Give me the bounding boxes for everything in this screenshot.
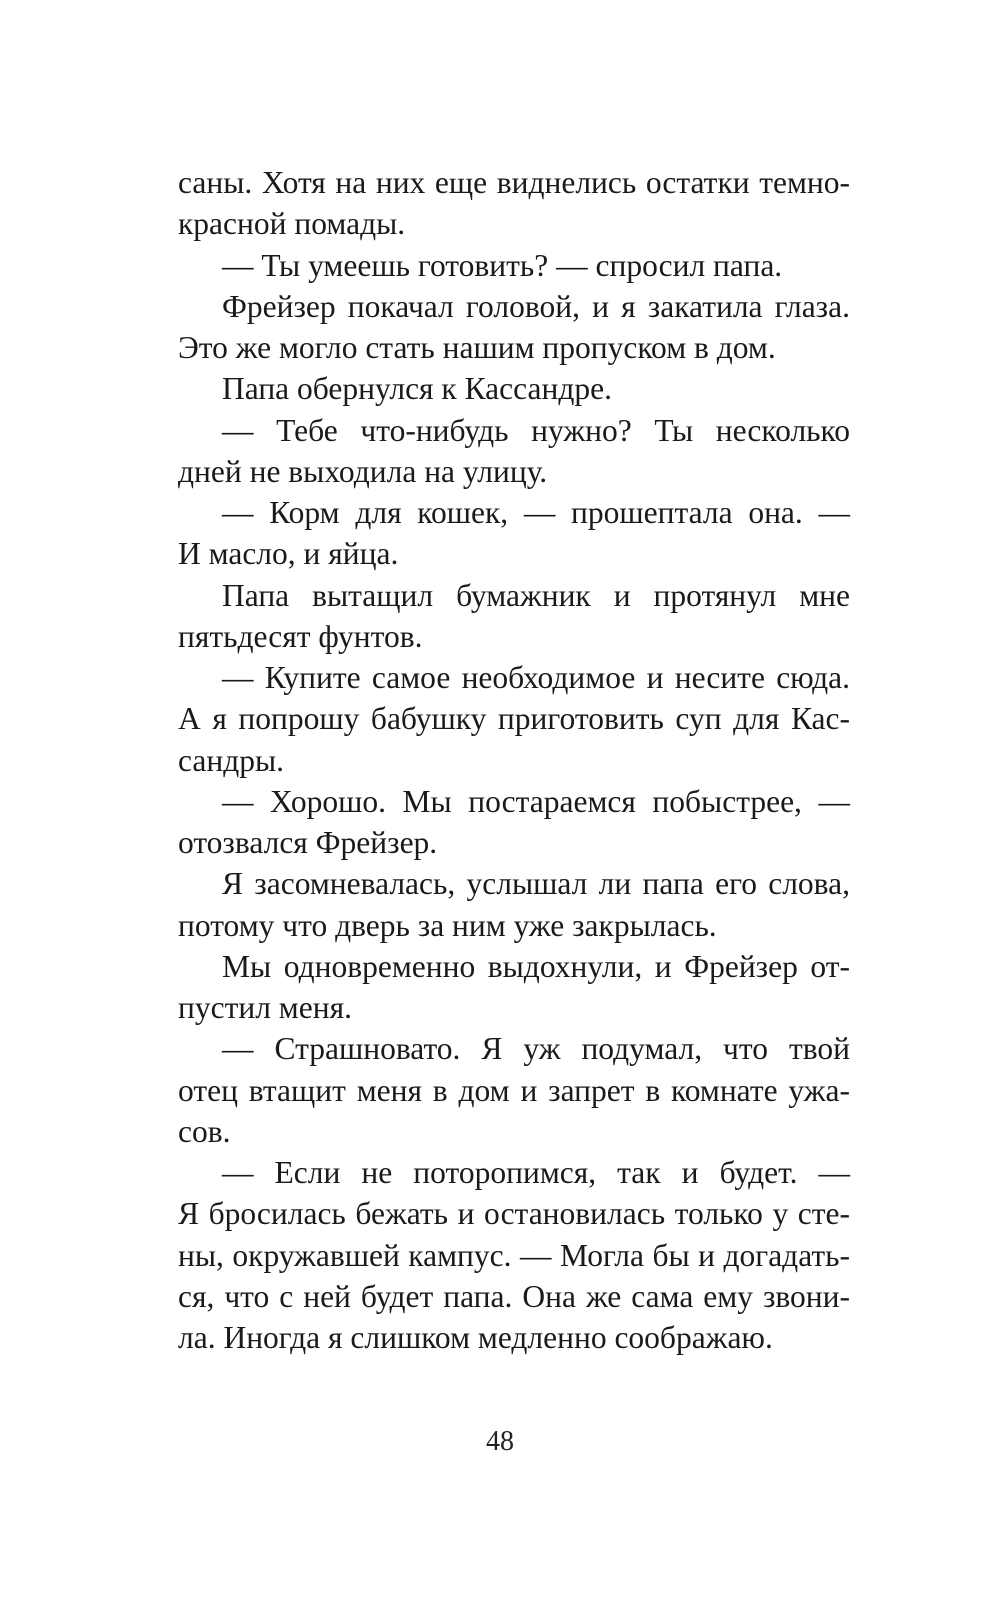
text-line: красной помады.: [178, 206, 406, 242]
text-line: сандры.: [178, 742, 285, 778]
text-line: ла. Иногда я слишком медленно соображаю.: [178, 1320, 773, 1355]
text-line: сов.: [178, 1113, 231, 1149]
text-line: ны, окружавшей кампус. — Могла бы и догадать-: [178, 1237, 850, 1273]
text-line: пятьдесят фунтов.: [178, 618, 423, 654]
text-line: Мы одновременно выдохнули, и Фрейзер от-: [222, 948, 850, 984]
text-line: И масло, и яйца.: [178, 536, 399, 572]
text-line: Я засомневалась, услышал ли папа его слова,: [222, 866, 850, 902]
text-line: — Купите самое необходимое и несите сюда.: [222, 660, 850, 695]
text-line: Папа вытащил бумажник и протянул мне: [222, 577, 850, 613]
text-line: А я попрошу бабушку приготовить суп для Кас-: [178, 701, 850, 737]
text-line: Папа обернулся к Кассандре.: [222, 371, 612, 407]
text-line: отозвался Фрейзер.: [178, 825, 438, 860]
body-text: [178, 162, 850, 1358]
text-line: — Страшновато. Я уж подумал, что твой: [222, 1031, 850, 1067]
text-line: — Ты умеешь готовить? — спросил папа.: [222, 247, 783, 283]
text-line: — Хорошо. Мы постараемся побыстрее, —: [222, 783, 850, 819]
text-line: ся, что с ней будет папа. Она же сама ему звони-: [178, 1278, 850, 1314]
text-line: Я бросилась бежать и остановилась только у сте-: [178, 1196, 850, 1232]
text-line: пустил меня.: [178, 990, 352, 1025]
text-line: потому что дверь за ним уже закрылась.: [178, 907, 717, 943]
text-line: — Корм для кошек, — прошептала она. —: [222, 495, 850, 530]
text-line: — Если не поторопимся, так и будет. —: [222, 1155, 850, 1190]
text-line: саны. Хотя на них еще виднелись остатки темно-: [178, 165, 850, 200]
text-line: — Тебе что-нибудь нужно? Ты несколько: [222, 412, 850, 448]
text-line: Фрейзер покачал головой, и я закатила глаза.: [222, 288, 850, 324]
page-number: 48: [486, 1426, 514, 1457]
text-line: Это же могло стать нашим пропуском в дом.: [178, 330, 776, 365]
text-line: дней не выходила на улицу.: [178, 453, 548, 489]
text-line: отец втащит меня в дом и запрет в комнате ужа-: [178, 1072, 850, 1108]
